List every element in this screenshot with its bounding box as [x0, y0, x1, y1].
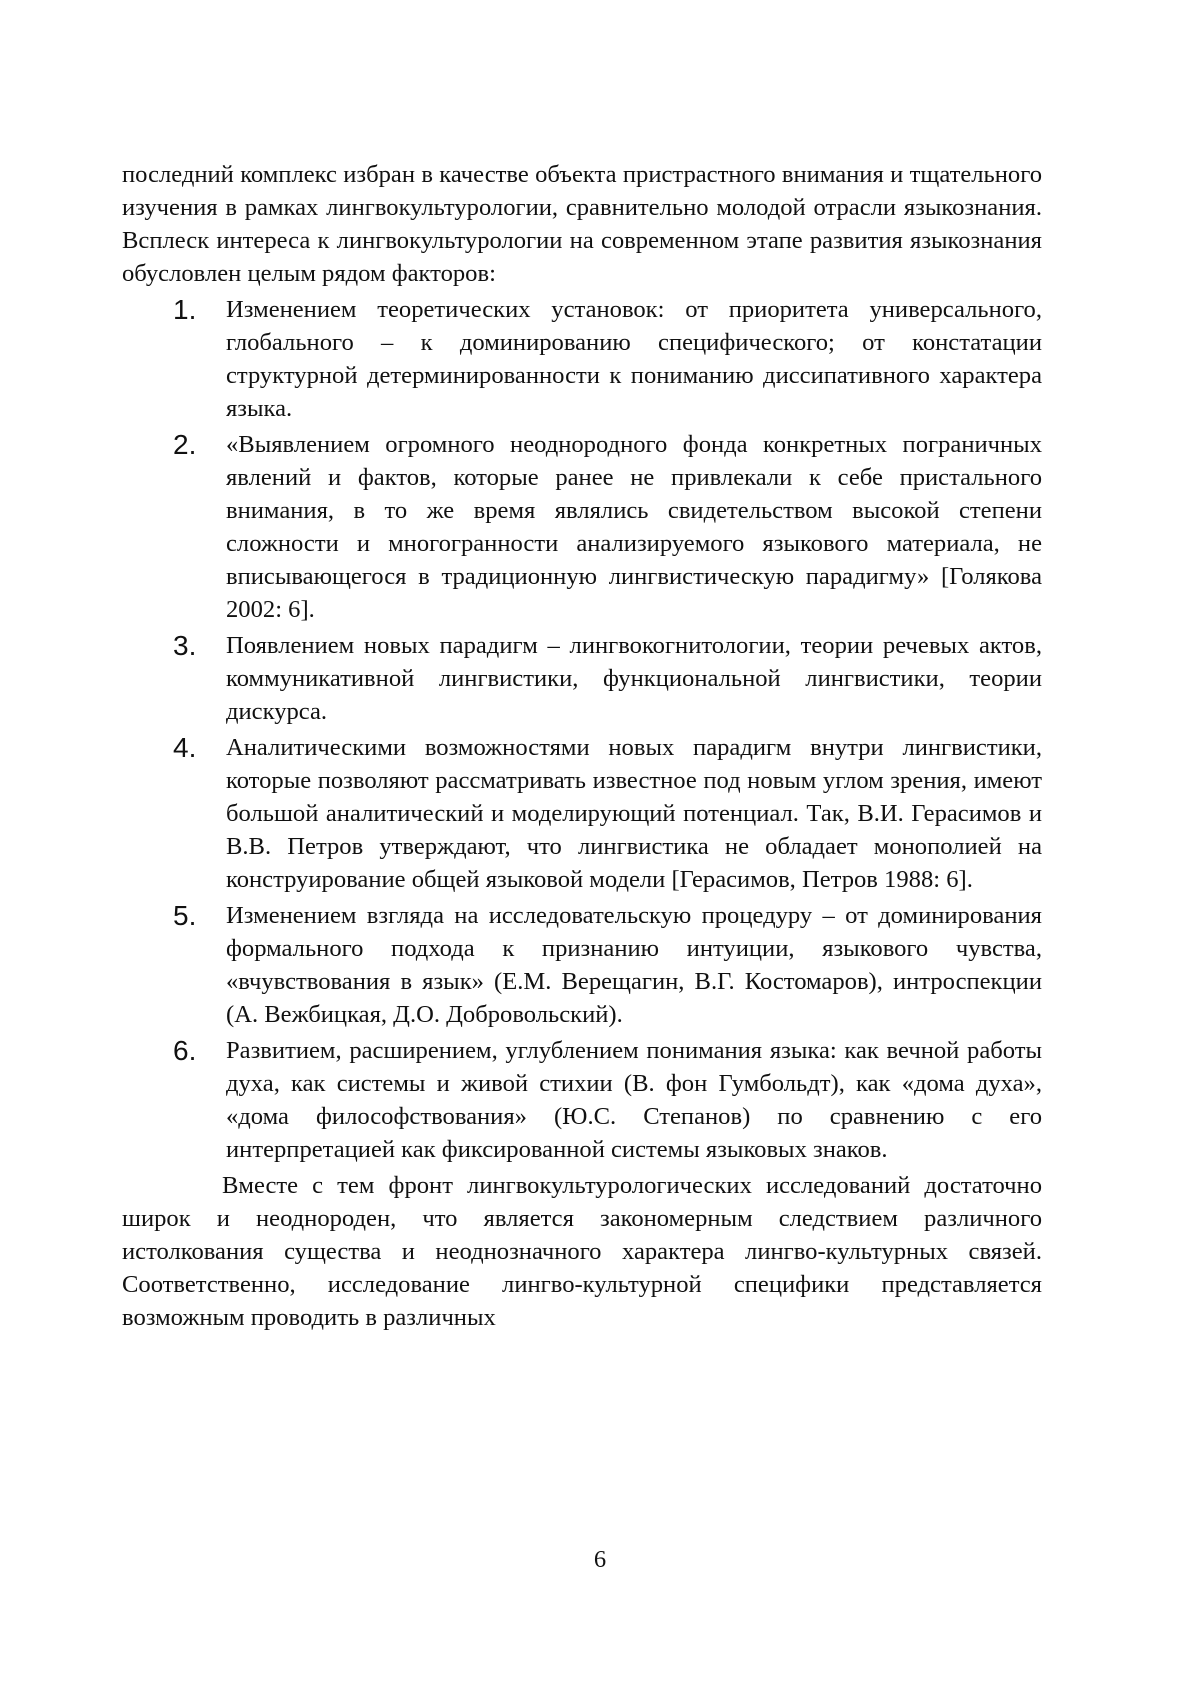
list-number-2: 2. — [173, 429, 197, 460]
list-item-text-6: Развитием, расширением, углублением понимания языка: как вечной работы духа, как системы и живой стихии (В. фон Гумбольдт), как «дома духа», «дома философствования» (Ю.С. Степанов) по сравнению с его интерпретацией как фиксированной системы языковых знаков. — [226, 1037, 1042, 1163]
closing-paragraph: Вместе с тем фронт лингвокультурологических исследований достаточно широк и неоднороден, что является закономерным следствием различного истолкования существа и неоднозначного характера лингво-культурных связей. Соответственно, исследование лингво-культурной специфики представляется возможным проводить в различных — [122, 1172, 1042, 1331]
list-number-4: 4. — [173, 732, 197, 763]
list-number-6: 6. — [173, 1035, 197, 1066]
list-item-3 — [122, 629, 1042, 728]
list-item-5 — [122, 899, 1042, 1031]
list-item-text-1: Изменением теоретических установок: от приоритета универсального, глобального – к доминированию специфического; от констатации структурной детерминированности к пониманию диссипативного характера языка. — [226, 296, 1042, 422]
list-number-5: 5. — [173, 900, 197, 931]
list-item-text-2: «Выявлением огромного неоднородного фонда конкретных пограничных явлений и фактов, которые ранее не привлекали к себе пристального внимания, в то же время являлись свидетельством высокой степени сложности и многогранности анализируемого языкового материала, не вписывающегося в традиционную лингвистическую парадигму» [Голякова 2002: 6]. — [226, 431, 1042, 623]
list-item-text-4: Аналитическими возможностями новых парадигм внутри лингвистики, которые позволяют рассматривать известное под новым углом зрения, имеют большой аналитический и моделирующий потенциал. Так, В.И. Герасимов и В.В. Петров утверждают, что лингвистика не обладает монополией на конструирование общей языковой модели [Герасимов, Петров 1988: 6]. — [226, 734, 1042, 893]
list-item-6 — [122, 1034, 1042, 1166]
page-number: 6 — [593, 1546, 607, 1573]
intro-paragraph: последний комплекс избран в качестве объекта пристрастного внимания и тщательного изучения в рамках лингвокультурологии, сравнительно молодой отрасли языкознания. Всплеск интереса к лингвокультурологии на современном этапе развития языкознания обусловлен целым рядом факторов: — [122, 161, 1042, 287]
list-item-4 — [122, 731, 1042, 896]
list-item-1 — [122, 293, 1042, 425]
document-page-body — [122, 158, 1042, 1334]
list-number-3: 3. — [173, 630, 197, 661]
list-item-text-5: Изменением взгляда на исследовательскую процедуру – от доминирования формального подхода к признанию интуиции, языкового чувства, «вчувствования в язык» (Е.М. Верещагин, В.Г. Костомаров), интроспекции (А. Вежбицкая, Д.О. Добровольский). — [226, 902, 1042, 1028]
list-item-text-3: Появлением новых парадигм – лингвокогнитологии, теории речевых актов, коммуникативной лингвистики, функциональной лингвистики, теории дискурса. — [226, 632, 1042, 725]
factors-list — [122, 293, 1042, 1166]
list-number-1: 1. — [173, 294, 197, 325]
list-item-2 — [122, 428, 1042, 626]
